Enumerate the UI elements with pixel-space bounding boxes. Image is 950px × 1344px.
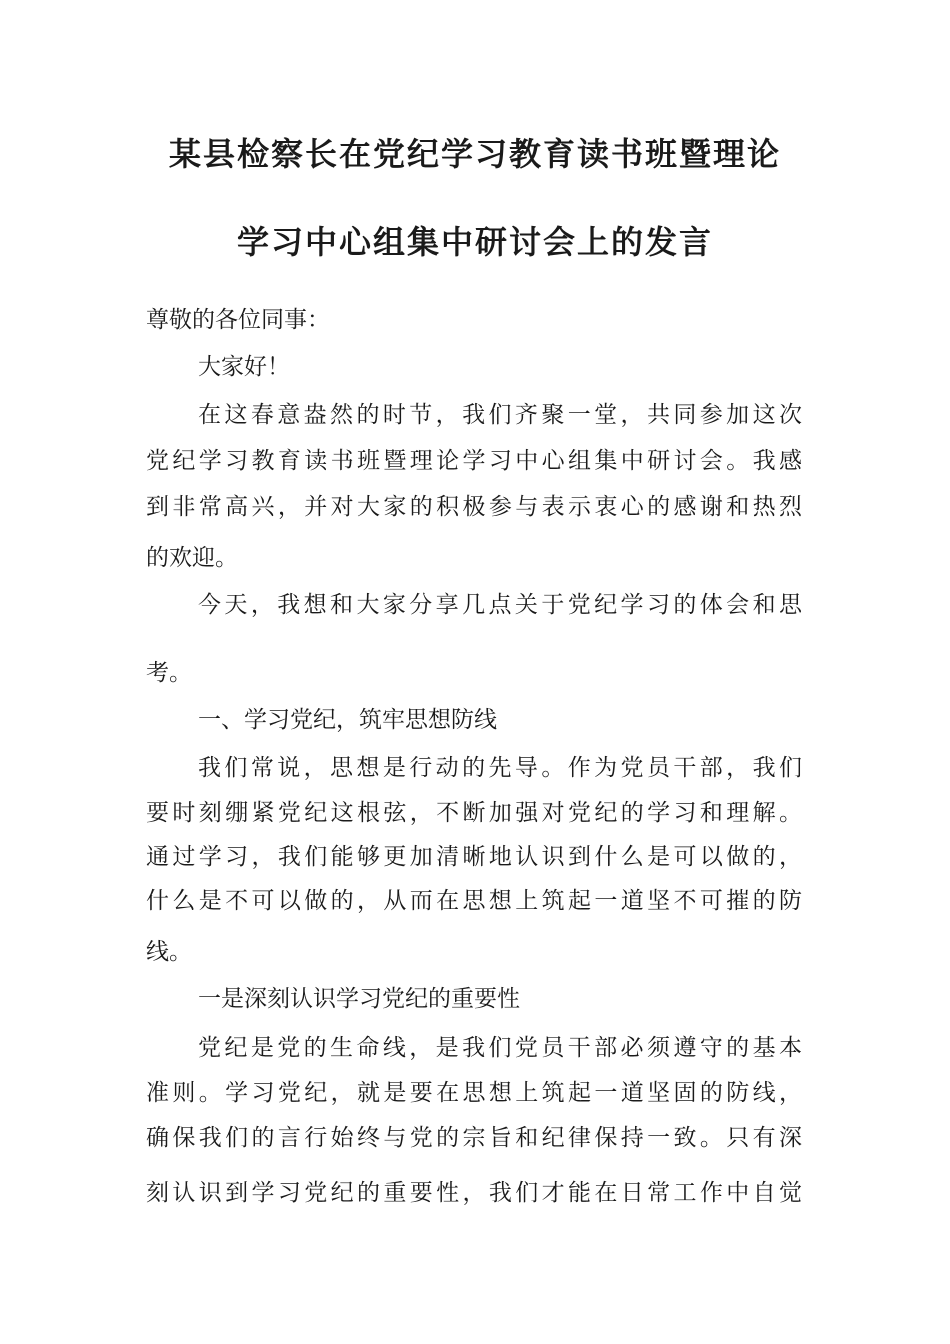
salutation: 尊敬的各位同事： xyxy=(146,307,330,333)
paragraph-4-line-2: 准则。学习党纪，就是要在思想上筑起一道坚固的防线， xyxy=(146,1080,802,1106)
subheading-1: 一是深刻认识学习党纪的重要性 xyxy=(198,986,520,1012)
document-title-line-1: 某县检察长在党纪学习教育读书班暨理论 xyxy=(168,135,781,173)
paragraph-3-line-3: 通过学习，我们能够更加清晰地认识到什么是可以做的， xyxy=(146,844,802,870)
paragraph-1-line-2: 党纪学习教育读书班暨理论学习中心组集中研讨会。我感 xyxy=(146,448,802,474)
document-title-line-2: 学习中心组集中研讨会上的发言 xyxy=(236,223,713,261)
paragraph-3-line-4: 什么是不可以做的，从而在思想上筑起一道坚不可摧的防 xyxy=(146,888,802,914)
paragraph-4-line-3: 确保我们的言行始终与党的宗旨和纪律保持一致。只有深 xyxy=(146,1125,802,1151)
greeting: 大家好！ xyxy=(198,354,290,380)
paragraph-2-line-1: 今天，我想和大家分享几点关于党纪学习的体会和思 xyxy=(198,592,802,618)
paragraph-1-line-1: 在这春意盎然的时节，我们齐聚一堂，共同参加这次 xyxy=(198,402,802,428)
paragraph-3-line-2: 要时刻绷紧党纪这根弦，不断加强对党纪的学习和理解。 xyxy=(146,800,802,826)
paragraph-1-line-4: 的欢迎。 xyxy=(146,545,238,571)
paragraph-1-line-3: 到非常高兴，并对大家的积极参与表示衷心的感谢和热烈 xyxy=(146,494,802,520)
section-heading-1: 一、学习党纪，筑牢思想防线 xyxy=(198,707,497,733)
paragraph-3-line-5: 线。 xyxy=(146,939,192,965)
paragraph-4-line-4: 刻认识到学习党纪的重要性，我们才能在日常工作中自觉 xyxy=(146,1180,802,1206)
paragraph-2-line-2: 考。 xyxy=(146,660,192,686)
paragraph-4-line-1: 党纪是党的生命线，是我们党员干部必须遵守的基本 xyxy=(198,1035,802,1061)
paragraph-3-line-1: 我们常说，思想是行动的先导。作为党员干部，我们 xyxy=(198,755,802,781)
